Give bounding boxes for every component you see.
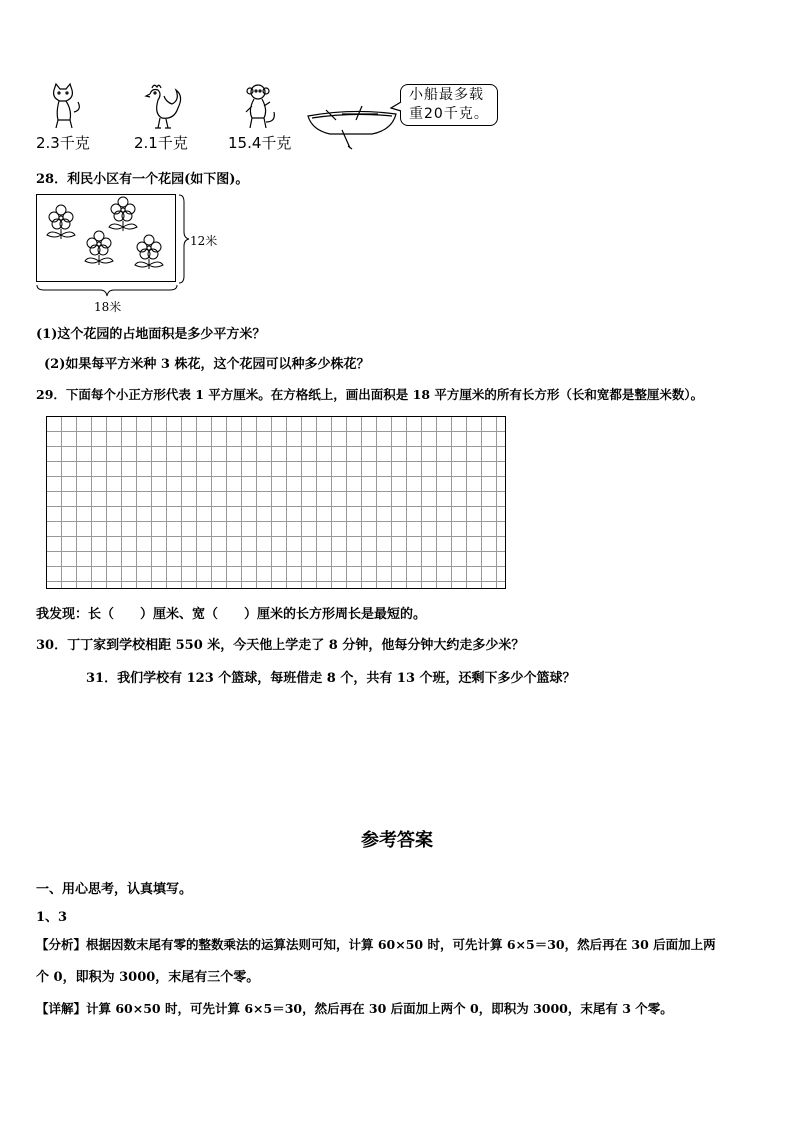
cat-weight: 2.3千克 [36,134,90,152]
boat-capacity-bubble [400,84,498,126]
square-grid-paper[interactable] [46,416,506,589]
answer-item-1: 1、3 [36,910,68,925]
monkey-illustration [240,82,280,130]
height-brace [178,194,190,284]
analysis-line-1: 【分析】根据因数末尾有零的整数乘法的运算法则可知，计算 60×50 时，可先计算 6×5＝30，然后再在 30 后面加上两 [36,937,716,952]
bubble-pointer [390,100,404,114]
monkey-weight: 15.4千克 [228,134,292,152]
bubble-line-2: 重20千克。 [409,106,489,122]
q30-title: 30．丁丁家到学校相距 550 米，今天他上学走了 8 分钟，他每分钟大约走多少米？ [36,638,525,653]
flowers-illustration [37,195,175,281]
cat-illustration [44,82,84,130]
rooster-weight: 2.1千克 [134,134,188,152]
boat-illustration [302,100,402,150]
width-label: 18米 [94,300,122,314]
q28-sub1: (1)这个花园的占地面积是多少平方米？ [36,327,266,342]
q29-title: 29．下面每个小正方形代表 1 平方厘米。在方格纸上，画出面积是 18 平方厘米的所有长方形（长和宽都是整厘米数）。 [36,387,704,402]
answers-heading: 参考答案 [361,830,433,851]
q29-finding: 我发现：长（ ）厘米、宽（ ）厘米的长方形周长是最短的。 [36,607,427,622]
height-label: 12米 [190,234,218,248]
answers-section: 一、用心思考，认真填写。 [36,882,193,897]
rooster-illustration [140,82,186,130]
q31-title: 31．我们学校有 123 个篮球，每班借走 8 个，共有 13 个班，还剩下多少个篮球？ [86,671,576,686]
analysis-line-2: 个 0，即积为 3000，末尾有三个零。 [36,970,260,985]
q28-title: 28．利民小区有一个花园(如下图)。 [36,172,249,187]
bubble-line-1: 小船最多载 [409,87,484,103]
garden-diagram [36,194,176,282]
width-brace [36,284,178,298]
detail-line: 【详解】计算 60×50 时，可先计算 6×5＝30，然后再在 30 后面加上两个 0，即积为 3000，末尾有 3 个零。 [36,1001,673,1016]
q28-sub2: (2)如果每平方米种 3 株花，这个花园可以种多少株花？ [44,357,370,372]
